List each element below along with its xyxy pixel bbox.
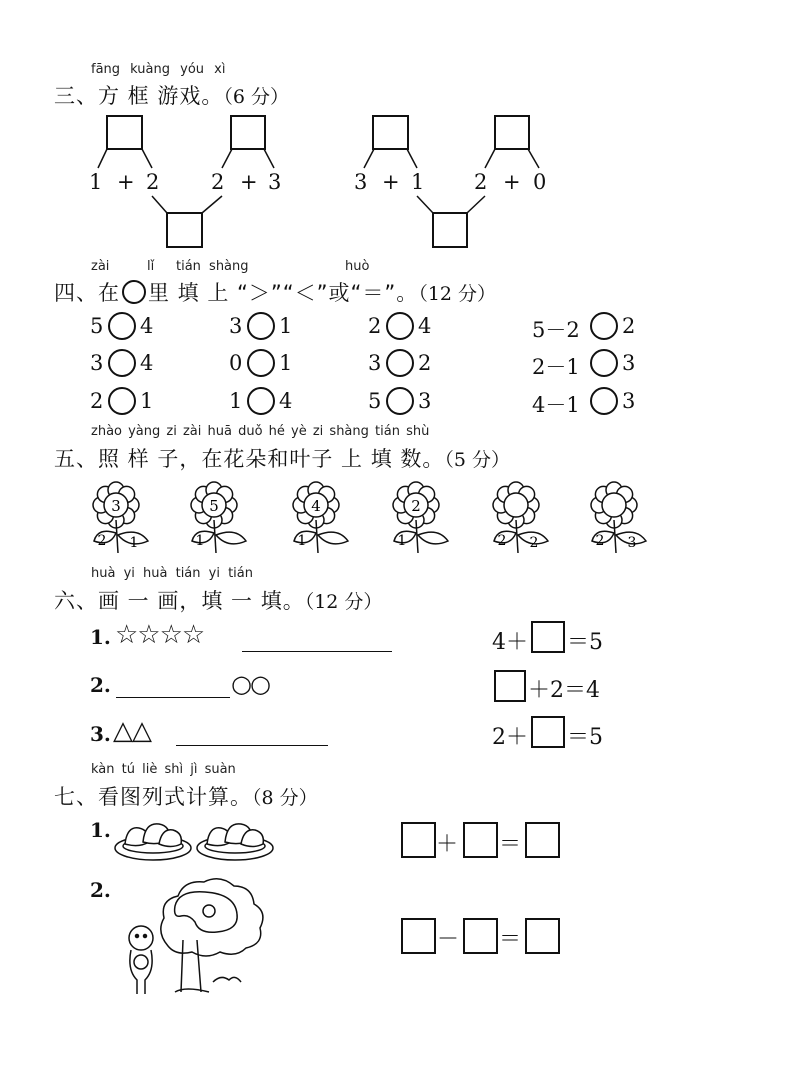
sec7-q1-box-2[interactable]: [463, 822, 498, 858]
sec4-pinyin-huo: huò: [345, 259, 370, 274]
sec3-right-d: 0: [533, 170, 547, 194]
compare-answer-circle[interactable]: [247, 312, 275, 340]
compare-answer-circle[interactable]: [386, 312, 414, 340]
sec5-title: [54, 443, 510, 473]
sec7-q1-op2: ＝: [499, 832, 522, 857]
sec3-title-text: 三、方 框 游戏。: [54, 84, 224, 108]
sec3-left-a: 1: [89, 170, 103, 194]
sec7-q1-box-3[interactable]: [525, 822, 560, 858]
sec3-left-c: 2: [211, 170, 225, 194]
sec7-q1-box-1[interactable]: [401, 822, 436, 858]
compare-left-operand: 2－1: [532, 355, 580, 379]
compare-right-operand: 2: [622, 314, 636, 338]
compare-left-operand: 2: [368, 314, 382, 338]
sec6-title: [54, 585, 382, 615]
sec6-eq3-a: 2＋: [492, 725, 528, 750]
sec7-q2-box-1[interactable]: [401, 918, 436, 954]
sec3-points: （6 分）: [223, 86, 289, 108]
compare-answer-circle[interactable]: [590, 349, 618, 377]
sec4-points: （12 分）: [418, 283, 497, 305]
flower-icon: [588, 475, 656, 555]
sec3-right-a: 3: [354, 170, 368, 194]
sec3-left-op1: +: [117, 170, 135, 194]
sec4-title: [54, 277, 496, 307]
compare-left-operand: 3: [90, 351, 104, 375]
sec5-title-text: 五、照 样 子，在花朵和叶子 上 填 数。: [54, 447, 445, 471]
sec7-q2-box-3[interactable]: [525, 918, 560, 954]
sec7-title-text: 七、看图列式计算。: [54, 785, 252, 809]
sec7-q2-op1: －: [437, 927, 460, 952]
monkey-peach-icon: [134, 955, 148, 969]
compare-right-operand: 4: [418, 314, 432, 338]
sec6-q2-circles: ○○: [231, 670, 269, 698]
sec3-right-op1: +: [382, 170, 400, 194]
sec6-eq1-a: 4＋: [492, 630, 528, 655]
flower-left-leaf-number[interactable]: 2: [97, 533, 107, 549]
sec4-title-circle-icon: [122, 280, 146, 304]
peach-plates-illustration: [113, 818, 283, 868]
sec6-q1-answer-line[interactable]: [242, 651, 392, 652]
compare-left-operand: 1: [229, 389, 243, 413]
compare-left-operand: 4－1: [532, 393, 580, 417]
sec6-q1-stars: ☆☆☆☆: [115, 620, 205, 650]
sec3-right-op2: +: [503, 170, 521, 194]
compare-answer-circle[interactable]: [247, 349, 275, 377]
compare-right-operand: 1: [279, 314, 293, 338]
compare-right-operand: 4: [140, 351, 154, 375]
sec6-eq2-box[interactable]: [494, 670, 526, 702]
flower-center-number[interactable]: 3: [111, 497, 121, 515]
sec7-q1-op1: ＋: [436, 832, 459, 857]
sec4-pinyin-li: lǐ: [147, 259, 155, 274]
sec6-title-text: 六、画 一 画，填 一 填。: [54, 589, 305, 613]
compare-right-operand: 3: [622, 389, 636, 413]
compare-right-operand: 3: [418, 389, 432, 413]
flower-left-leaf-number[interactable]: 1: [195, 533, 205, 549]
sec6-points: （12 分）: [304, 591, 383, 613]
grass: [213, 977, 241, 982]
compare-left-operand: 3: [368, 351, 382, 375]
sec3-left-d: 3: [268, 170, 282, 194]
sec6-q3-number: 3.: [90, 722, 111, 746]
compare-right-operand: 4: [140, 314, 154, 338]
flower-icon: [290, 475, 358, 555]
sec7-q1-number: 1.: [90, 818, 111, 842]
compare-left-operand: 0: [229, 351, 243, 375]
sec6-q1-number: 1.: [90, 625, 111, 649]
sec5-points: （5 分）: [444, 449, 511, 471]
sec7-q2-box-2[interactable]: [463, 918, 498, 954]
flower-icon: [188, 475, 256, 555]
peach-plate-icon: [115, 824, 191, 860]
sec6-q3-answer-line[interactable]: [176, 745, 328, 746]
monkey-head-icon: [129, 926, 153, 950]
compare-left-operand: 2: [90, 389, 104, 413]
sec5-pinyin: zhào yàng zi zài huā duǒ hé yè zi shàng tián shù: [91, 424, 430, 439]
flower-right-leaf-number[interactable]: 3: [627, 535, 637, 551]
sec3-left-bottom-box[interactable]: [166, 212, 203, 248]
flower-left-leaf-number[interactable]: 1: [297, 533, 307, 549]
flower-right-leaf-number[interactable]: 1: [129, 535, 139, 551]
sec7-points: （8 分）: [252, 787, 318, 809]
sec4-title-a: 四、在: [54, 281, 120, 305]
flower-left-leaf-number[interactable]: 2: [595, 533, 605, 549]
sec6-q2-number: 2.: [90, 673, 111, 697]
sec4-pinyin-tianshang: tián shàng: [176, 259, 249, 274]
sec6-eq1-box[interactable]: [531, 621, 565, 653]
compare-left-operand: 5－2: [532, 318, 580, 342]
sec3-right-bottom-box[interactable]: [432, 212, 468, 248]
peach-plate-icon: [197, 824, 273, 860]
sec3-connector-lines: [0, 0, 792, 300]
sec7-pinyin: kàn tú liè shì jì suàn: [91, 762, 236, 777]
sec3-left-op2: +: [240, 170, 258, 194]
sec3-right-top-box-1[interactable]: [372, 115, 409, 150]
compare-answer-circle[interactable]: [386, 387, 414, 415]
sec7-q2-number: 2.: [90, 878, 111, 902]
sec6-eq3-b: ＝5: [567, 725, 603, 750]
compare-right-operand: 1: [279, 351, 293, 375]
compare-answer-circle[interactable]: [590, 312, 618, 340]
sec3-left-b: 2: [146, 170, 160, 194]
sec6-q2-answer-line[interactable]: [116, 697, 230, 698]
sec6-q3-triangles: △△: [113, 716, 151, 746]
compare-answer-circle[interactable]: [590, 387, 618, 415]
sec3-right-b: 1: [411, 170, 425, 194]
compare-right-operand: 2: [418, 351, 432, 375]
compare-right-operand: 1: [140, 389, 154, 413]
compare-answer-circle[interactable]: [108, 387, 136, 415]
flower-center-number[interactable]: 4: [311, 497, 321, 515]
sec3-left-top-box-1[interactable]: [106, 115, 143, 150]
flower-center-number[interactable]: 5: [209, 497, 219, 515]
sec6-eq2-b: ＋2＝4: [528, 678, 600, 703]
compare-answer-circle[interactable]: [247, 387, 275, 415]
sec7-q2-op2: ＝: [499, 927, 522, 952]
sec7-title: [54, 781, 318, 811]
sec3-right-c: 2: [474, 170, 488, 194]
compare-left-operand: 5: [368, 389, 382, 413]
compare-answer-circle[interactable]: [108, 349, 136, 377]
monkey-tree-illustration: [113, 876, 263, 996]
compare-right-operand: 3: [622, 351, 636, 375]
compare-right-operand: 4: [279, 389, 293, 413]
compare-answer-circle[interactable]: [386, 349, 414, 377]
sec4-pinyin-zai: zài: [91, 259, 110, 274]
flower-icon: [490, 475, 558, 555]
flower-icon: [390, 475, 458, 555]
compare-answer-circle[interactable]: [108, 312, 136, 340]
sec6-pinyin: huà yi huà tián yi tián: [91, 566, 253, 581]
apple-icon: [203, 905, 215, 917]
sec3-left-top-box-2[interactable]: [230, 115, 266, 150]
compare-left-operand: 3: [229, 314, 243, 338]
flower-left-leaf-number[interactable]: 2: [497, 533, 507, 549]
flower-left-leaf-number[interactable]: 1: [397, 533, 407, 549]
compare-left-operand: 5: [90, 314, 104, 338]
flower-right-leaf-number[interactable]: 2: [529, 535, 539, 551]
flower-icon: [90, 475, 158, 555]
flower-center-number[interactable]: 2: [411, 497, 421, 515]
sec6-eq1-b: ＝5: [567, 630, 603, 655]
sec4-title-b: 里 填 上 “＞”“＜”或“＝”。: [148, 281, 419, 305]
sec3-right-top-box-2[interactable]: [494, 115, 530, 150]
sec3-pinyin: fāng kuàng yóu xì: [91, 62, 226, 77]
sec6-eq3-box[interactable]: [531, 716, 565, 748]
